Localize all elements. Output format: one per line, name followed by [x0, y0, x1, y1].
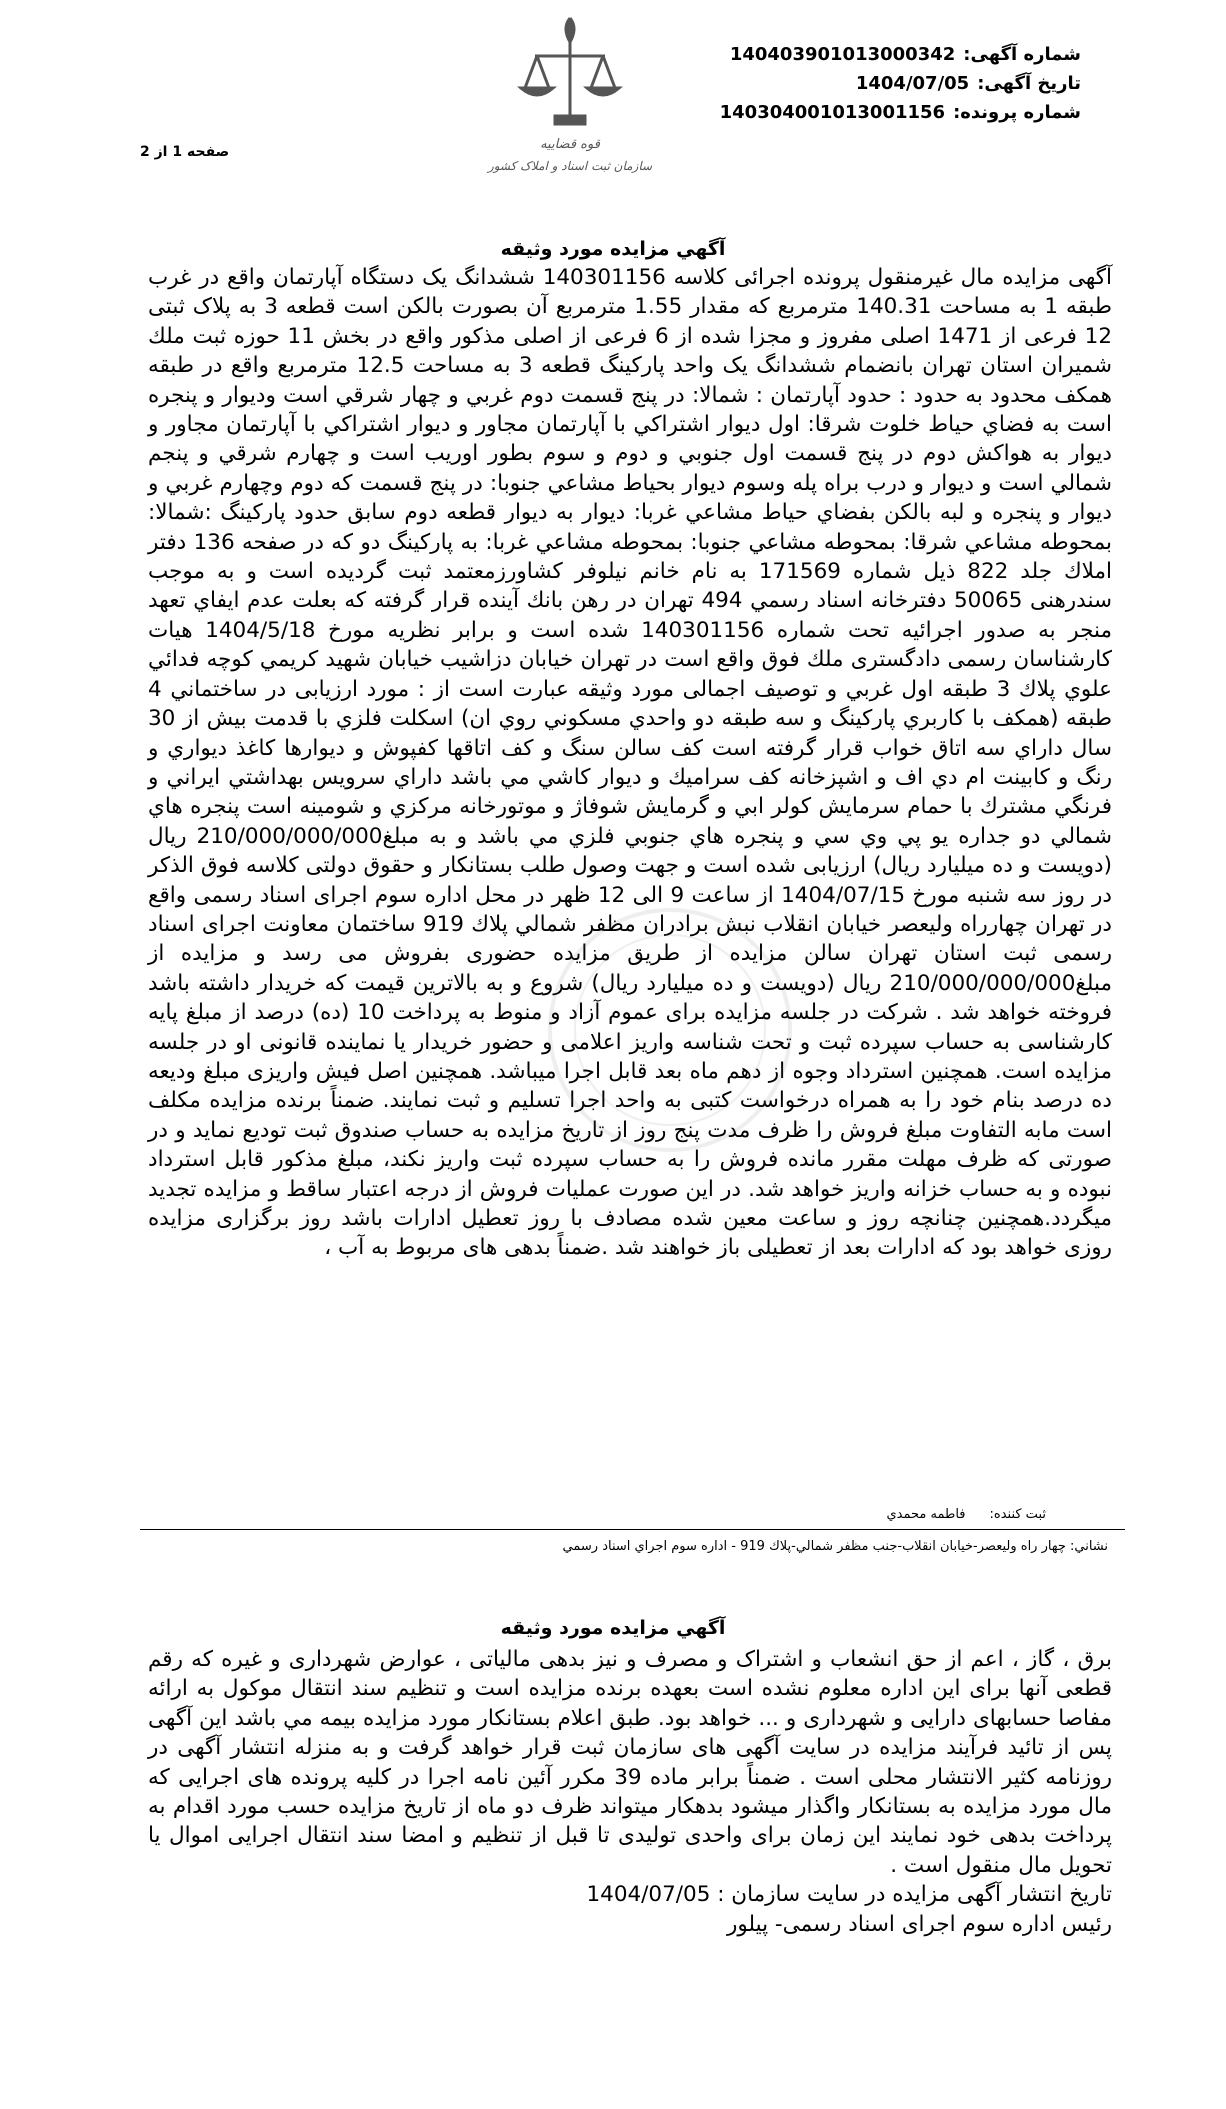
file-number-row: [721, 98, 1081, 127]
ad-date-row: [721, 69, 1081, 98]
divider: [140, 1529, 1125, 1530]
office-address: نشاني: چهار راه وليعصر-خيابان انقلاب-جنب مظفر شمالي-پلاك 919 - اداره سوم اجراي اسناد رسمي: [562, 1539, 1108, 1554]
ad-date-label: تاریخ آگهی:: [977, 73, 1081, 94]
ad-number-label: شماره آگهی:: [963, 44, 1081, 65]
ad-date: 1404/07/05: [855, 73, 970, 94]
publish-date-line: تاریخ انتشار آگهی مزایده در سایت سازمان : 1404/07/05: [586, 1882, 1112, 1908]
emblem-caption-2: سازمان ثبت اسناد و املاک کشور: [487, 159, 653, 173]
section2-body: برق ، گاز ، اعم از حق انشعاب و اشتراک و مصرف و نیز بدهی مالیاتی ، عوارض شهرداری و غیره که رقم قطعی آنها برای این اداره معلوم نشده است بعهده برنده مزایده است و تنظیم سند انتقال موکول به ارائه مفاصا حسابهای دارایی و شهرداری و ... خواهد بود. طبق اعلام بستانكار مورد مزايده بيمه مي باشد اين آگهی پس از تائید فرآیند مزایده در سایت آگهی های سازمان ثبت قرار خواهد گرفت و به منزله انتشار آگهی در روزنامه کثیر الانتشار محلی است . ضمناً برابر ماده 39 مکرر آئین نامه اجرا در کلیه پرونده های اجرایی که مال مورد مزایده به بستانکار واگذار میشود بدهکار میتواند ظرف دو ماه از تاریخ مزایده حسب مورد اقدام به پرداخت بدهی خود نمایند این زمان برای واحدی تولیدی تا قبل از تنظیم و امضا سند انتقال اجرایی اموال یا تحویل مال منقول است .: [148, 1647, 1112, 1878]
section2-content: [148, 1645, 1112, 1939]
registrar-label: ثبت كننده:: [989, 1507, 1046, 1522]
emblem-icon: [521, 18, 619, 124]
section1-body: آگهی مزایده مال غیرمنقول پرونده اجرائی کلاسه 140301156 ششدانگ یک دستگاه آپارتمان واقع در غرب طبقه 1 به مساحت 140.31 مترمربع که مقدار 1.55 مترمربع آن بصورت بالکن است قطعه 3 به پلاک ثبتی 12 فرعی از 1471 اصلی مفروز و مجزا شده از 6 فرعی از اصلی مذکور واقع در بخش 11 حوزه ثبت ملك شميران استان تهران بانضمام ششدانگ یک واحد پارکینگ قطعه 3 به مساحت 12.5 مترمربع واقع در طبقه همكف محدود به حدود : حدود آپارتمان : شمالا: در پنج قسمت دوم غربي و چهار شرقي است وديوار و پنجره است به فضاي حياط خلوت شرقا: اول ديوار اشتراكي با آپارتمان مجاور و ديوار اشتراكي با آپارتمان مجاور و ديوار به هواكش دوم در پنج قسمت اول جنوبي و دوم و سوم بطور اوريب است و چهارم شرقي و پنجم شمالي است و ديوار و درب براه پله وسوم ديوار بحياط مشاعي جنوبا: در پنج قسمت كه دوم وچهارم غربي و ديوار و پنجره و لبه بالكن بفضاي حياط مشاعي غربا: ديوار به ديوار قطعه دوم سابق حدود پاركينگ :شمالا: بمحوطه مشاعي شرقا: بمحوطه مشاعي جنوبا: بمحوطه مشاعي غربا: به پاركينگ دو كه در صفحه 136 دفتر املاك جلد 822 ذيل شماره 171569 به نام خانم نيلوفر كشاورزمعتمد ثبت گرديده است و به موجب سندرهنی 50065 دفترخانه اسناد رسمي 494 تهران در رهن بانك آينده قرار گرفته كه بعلت عدم ايفاي تعهد منجر به صدور اجرائيه تحت شماره 140301156 شده است و برابر نظريه مورخ 1404/5/18 هيات كارشناسان رسمی دادگستری ملك فوق واقع است در تهران خيابان دزاشيب خيابان شهيد كريمي كوچه فدائي علوي پلاك 3 طبقه اول غربي و توصيف اجمالی مورد وثيقه عبارت است از : مورد ارزيابی در ساختماني 4 طبقه (همكف با كاربري پاركينگ و سه طبقه دو واحدي مسكوني روي ان) اسكلت فلزي با قدمت بيش از 30 سال داراي سه اتاق خواب قرار گرفته است كف سالن سنگ و كف اتاقها كفپوش و ديوارها كاغذ ديواري و رنگ و كابينت ام دي اف و اشپزخانه كف سراميك و ديوار كاشي مي باشد داراي سرويس بهداشتي ايراني و فرنگي مشترك با حمام سرمايش كولر ابي و گرمايش شوفاژ و موتورخانه مركزي و شومينه است پنجره هاي شمالي دو جداره يو پي وي سي و پنجره هاي جنوبي فلزي مي باشد و به مبلغ210/000/000/000 ريال (دويست و ده ميليارد ريال) ارزيابی شده است و جهت وصول طلب بستانكار و حقوق دولتی كلاسه فوق الذكر در روز سه شنبه مورخ 1404/07/15 از ساعت 9 الی 12 ظهر در محل اداره سوم اجرای اسناد رسمی واقع در تهران چهارراه وليعصر خيابان انقلاب نبش برادران مظفر شمالي پلاك 919 ساختمان معاونت اجرای اسناد رسمی ثبت استان تهران سالن مزايده از طريق مزايده حضوری بفروش می رسد و مزايده از مبلغ210/000/000/000 ريال (دويست و ده ميليارد ريال) شروع و به بالاترين قيمت كه خريدار داشته باشد فروخته خواهد شد . شركت در جلسه مزايده برای عموم آزاد و منوط به پرداخت 10 (ده) درصد از مبلغ پايه كارشناسی به حساب سپرده ثبت و تحت شناسه واريز اعلامی و حضور خريدار يا نماينده قانونی او در جلسه مزايده است. همچنين استرداد وجوه از دهم ماه بعد قابل اجرا ميباشد. همچنين اصل فيش واريزی مبلغ وديعه ده درصد بنام خود را به همراه درخواست كتبی به واحد اجرا تسليم و ثبت نمايند. ضمناً برنده مزايده مكلف است مابه التفاوت مبلغ فروش را ظرف مدت پنج روز از تاريخ مزايده به حساب صندوق ثبت توديع نمايد و در صورتی كه ظرف مهلت مقرر مانده فروش را به حساب سپرده ثبت واريز نكند، مبلغ مذكور قابل استرداد نبوده و به حساب خزانه واريز خواهد شد. در اين صورت عمليات فروش از درجه اعتبار ساقط و مزايده تجديد ميگردد.همچنين چنانچه روز و ساعت معين شده مصادف با روز تعطيل ادارات باشد روز برگزاری مزايده روزی خواهد بود كه ادارات بعد از تعطيلی باز خواهند شد .ضمناً بدهی های مربوط به آب ،: [148, 265, 1113, 1261]
page-number: صفحه 1 از 2: [140, 144, 230, 160]
ad-number: 140403901013000342: [729, 44, 956, 65]
judiciary-emblem: [475, 8, 665, 188]
file-number: 140304001013001156: [719, 102, 946, 123]
section2-title: آگهي مزايده مورد وثيقه: [500, 1617, 726, 1639]
registrar: [886, 1507, 1046, 1522]
emblem-caption-1: قوه قضاییه: [540, 137, 600, 152]
signature-line: رئیس اداره سوم اجرای اسناد رسمی- پیلور: [727, 1911, 1112, 1937]
ad-number-row: [721, 40, 1081, 69]
file-number-label: شماره پرونده:: [953, 102, 1081, 123]
registrar-name: فاطمه محمدي: [886, 1507, 966, 1522]
section1-title: آگهي مزايده مورد وثيقه: [500, 238, 726, 260]
header-meta: [721, 40, 1081, 127]
